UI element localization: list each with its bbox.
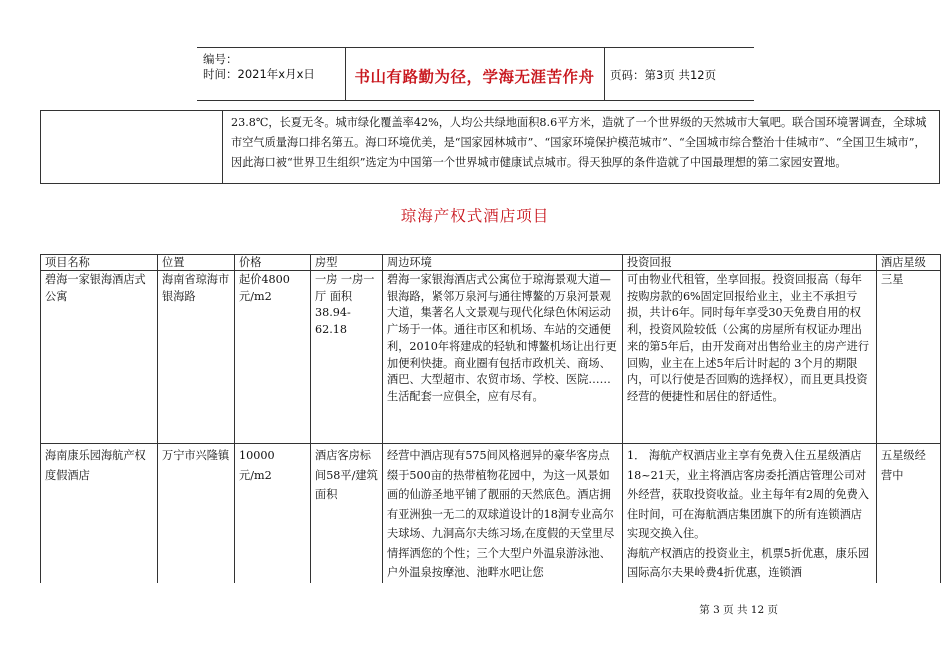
investment-cell: 可由物业代租管，坐享回报。投资回报高（每年按购房款的6%固定回报给业主，业主不承担亏损，共计6年。同时每年享受30天免费自用的权利，投资风险较低（公寓的房屋所有权证办理出来的第5年后，由开发商对出售给业主的房产进行回购，业主在上述5年后计时起的 3个月的期限内，可以行使是否回购的选择权），而且更具投资经营的便捷性和居住的舒适性。 bbox=[623, 271, 877, 444]
project-name-cell: 碧海一家银海酒店式公寓 bbox=[41, 271, 158, 444]
hotel-projects-table bbox=[40, 254, 941, 583]
document-date-label: 时间：2021年x月x日 bbox=[203, 67, 315, 81]
project-name-cell: 海南康乐园海航产权度假酒店 bbox=[41, 444, 158, 583]
environment-cell: 碧海一家银海酒店式公寓位于琼海景观大道—银海路，紧邻万泉河与通往博鳌的万泉河景观大道，集著名人文景观与现代化绿色休闲运动广场于一体。通往市区和机场、车站的交通便利，2010年将建成的轻轨和博鳌机场让出行更加便利快捷。商业圈有包括市政机关、商场、酒巴、大型超市、农贸市场、学校、医院……生活配套一应俱全，应有尽有。 bbox=[383, 271, 623, 444]
column-header: 价格 bbox=[235, 255, 311, 271]
header-meta-cell bbox=[197, 48, 346, 100]
investment-cell: 1． 海航产权酒店业主享有免费入住五星级酒店18~21天，业主将酒店客房委托酒店管理公司对外经营，获取投资收益。业主每年有2周的免费入住时间，可在海航酒店集团旗下的所有连锁酒店实现交换入住。 海航产权酒店的投资业主，机票5折优惠，康乐园国际高尔夫果岭费4折优惠，连锁酒 bbox=[623, 444, 877, 583]
table-row bbox=[41, 444, 941, 583]
intro-continuation-text: 23.8℃，长夏无冬。城市绿化覆盖率42%，人均公共绿地面积8.6平方米，造就了一个世界级的天然城市大氧吧。联合国环境署调查，全球城市空气质量海口排名第五。海口环境优美，是“国家园林城市”、“国家环境保护模范城市”、“全国城市综合整治十佳城市”、“全国卫生城市”，因此海口被“世界卫生组织”选定为中国第一个世界城市健康试点城市。得天独厚的条件造就了中国最理想的第二家园安置地。 bbox=[231, 116, 927, 169]
location-cell: 万宁市兴隆镇 bbox=[158, 444, 235, 583]
location-cell: 海南省琼海市银海路 bbox=[158, 271, 235, 444]
table-header-row bbox=[41, 255, 941, 271]
page-footer: 第 3 页 共 12 页 bbox=[699, 604, 778, 616]
star-rating-cell: 五星级经营中 bbox=[877, 444, 941, 583]
header-motto: 书山有路勤为径，学海无涯苦作舟 bbox=[354, 68, 595, 86]
intro-continuation-table bbox=[40, 110, 940, 184]
section-title: 琼海产权式酒店项目 bbox=[400, 207, 550, 225]
environment-cell: 经营中酒店现有575间风格迥异的豪华客房点缀于500亩的热带植物花园中，为这一风景如画的仙游圣地平铺了靓丽的天然底色。酒店拥有亚洲独一无二的双球道设计的18洞专业高尔夫球场、九洞高尔夫练习场,在度假的天堂里尽情挥洒您的个性；三个大型户外温泉游泳池、户外温泉按摩池、池畔水吧让您 bbox=[383, 444, 623, 583]
table-divider bbox=[222, 111, 223, 183]
document-number-label: 编号： bbox=[203, 52, 238, 66]
header-motto-cell bbox=[345, 48, 605, 100]
price-cell: 10000元/m2 bbox=[235, 444, 311, 583]
page-header bbox=[197, 47, 754, 101]
room-type-cell: 一房 一房一厅 面积38.94-62.18 bbox=[311, 271, 383, 444]
star-rating-cell: 三星 bbox=[877, 271, 941, 444]
header-page-cell bbox=[604, 48, 754, 100]
price-cell: 起价4800元/m2 bbox=[235, 271, 311, 444]
room-type-cell: 酒店客房标间58平/建筑面积 bbox=[311, 444, 383, 583]
column-header: 位置 bbox=[158, 255, 235, 271]
header-page-number: 页码：第3页 共12页 bbox=[610, 68, 717, 82]
column-header: 酒店星级 bbox=[877, 255, 941, 271]
column-header: 周边环境 bbox=[383, 255, 623, 271]
column-header: 房型 bbox=[311, 255, 383, 271]
column-header: 投资回报 bbox=[623, 255, 877, 271]
column-header: 项目名称 bbox=[41, 255, 158, 271]
table-row bbox=[41, 271, 941, 444]
